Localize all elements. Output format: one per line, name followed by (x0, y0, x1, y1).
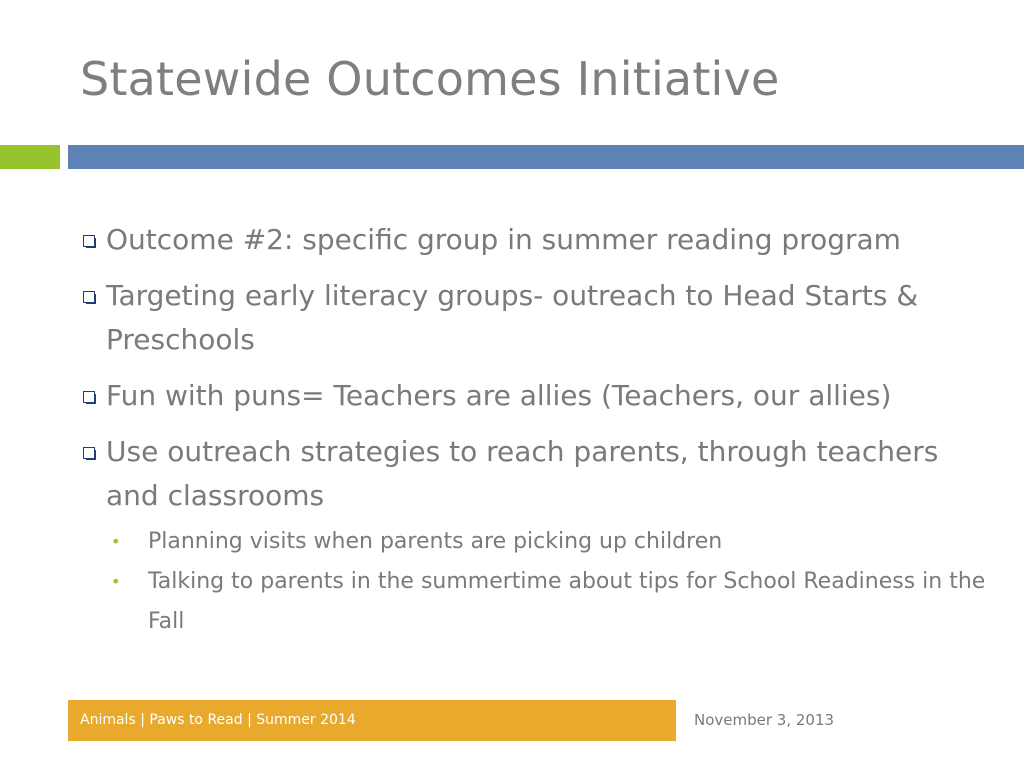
square-bullet-icon (83, 235, 97, 249)
bullet-item (80, 274, 990, 362)
slide-body (80, 218, 990, 642)
bullet-item (80, 374, 990, 418)
square-bullet-icon (83, 447, 97, 461)
bullet-text: Targeting early literacy groups- outreach to Head Starts & Preschools (106, 279, 919, 356)
sub-bullet-list (80, 522, 990, 642)
sub-bullet-item (80, 562, 990, 642)
dot-bullet-icon: • (111, 572, 121, 591)
sub-bullet-text: Planning visits when parents are picking up children (148, 529, 723, 554)
bullet-item (80, 218, 990, 262)
sub-bullet-text: Talking to parents in the summertime about tips for School Readiness in the Fall (148, 569, 986, 634)
footer-text: Animals | Paws to Read | Summer 2014 (80, 712, 356, 728)
bullet-item (80, 430, 990, 518)
dot-bullet-icon: • (111, 532, 121, 551)
accent-bar-blue (68, 145, 1024, 169)
square-bullet-icon (83, 391, 97, 405)
accent-bar-green (0, 145, 60, 169)
footer-bar (68, 700, 676, 741)
slide-title: Statewide Outcomes Initiative (80, 52, 780, 106)
bullet-text: Fun with puns= Teachers are allies (Teachers, our allies) (106, 379, 892, 412)
sub-bullet-item (80, 522, 990, 562)
footer-date: November 3, 2013 (694, 711, 835, 729)
square-bullet-icon (83, 291, 97, 305)
bullet-text: Use outreach strategies to reach parents, through teachers and classrooms (106, 435, 939, 512)
bullet-text: Outcome #2: specific group in summer reading program (106, 223, 901, 256)
